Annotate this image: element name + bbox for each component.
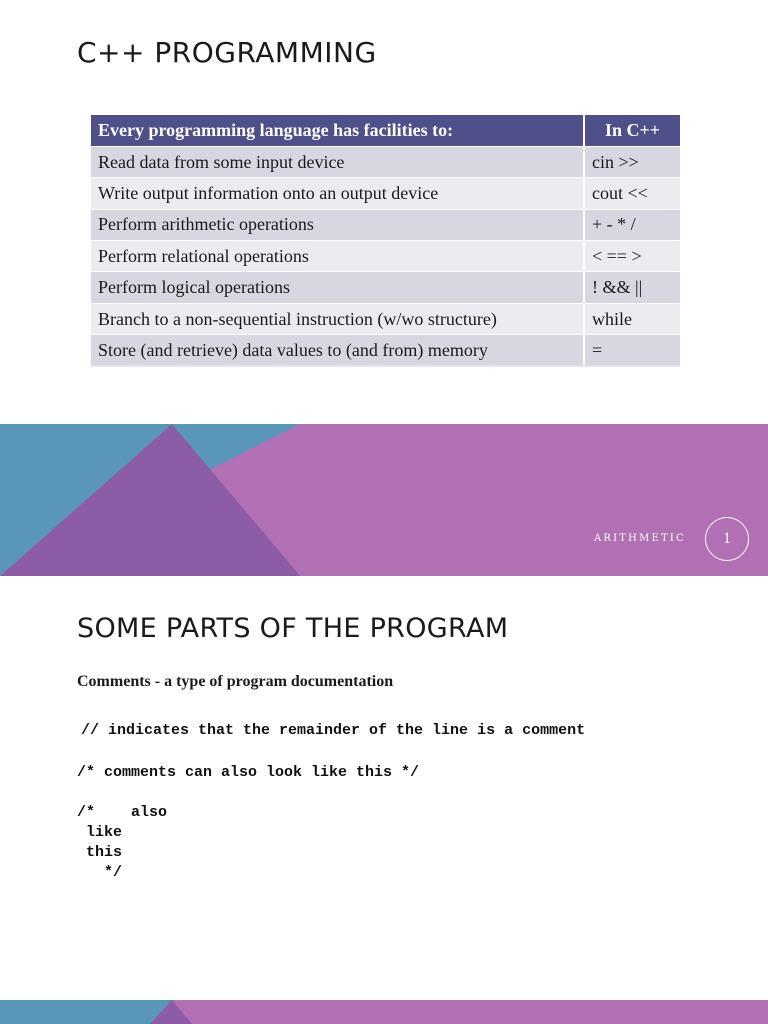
table-cell-cpp: cin >>: [584, 146, 680, 177]
table-row: [91, 272, 680, 303]
slide-title: C++ PROGRAMMING: [77, 36, 377, 69]
table-cell-facility: Read data from some input device: [91, 146, 584, 177]
table-row: [91, 303, 680, 334]
slide-subtitle: Comments - a type of program documentation: [77, 673, 394, 690]
code-comment-line: // indicates that the remainder of the line is a comment: [81, 722, 586, 739]
table-header-row: [91, 115, 680, 146]
table-cell-cpp: + - * /: [584, 209, 680, 240]
slide-title: SOME PARTS OF THE PROGRAM: [77, 613, 509, 644]
table-cell-cpp: < == >: [584, 241, 680, 272]
page-number-badge: [705, 517, 749, 561]
table-cell-facility: Store (and retrieve) data values to (and from) memory: [91, 335, 584, 366]
code-block-comment: /* comments can also look like this */: [77, 764, 420, 781]
table-row: [91, 335, 680, 366]
facilities-table: [91, 115, 680, 367]
footer-decor-band: [0, 424, 768, 576]
table-cell-cpp: while: [584, 303, 680, 334]
footer-section-label: ARITHMETIC: [594, 533, 686, 544]
decor-blue-shape-bottom: [0, 1000, 175, 1024]
footer-decor-band-bottom: [0, 1000, 768, 1024]
table-row: [91, 241, 680, 272]
table-row: [91, 146, 680, 177]
table-cell-facility: Perform relational operations: [91, 241, 584, 272]
table-cell-cpp: ! && ||: [584, 272, 680, 303]
table-row: [91, 178, 680, 209]
table-header-cpp: In C++: [584, 115, 680, 146]
decor-triangles-bottom: [0, 1000, 768, 1024]
table-cell-facility: Perform logical operations: [91, 272, 584, 303]
decor-triangles: [0, 424, 768, 576]
table-cell-cpp: cout <<: [584, 178, 680, 209]
table-cell-facility: Branch to a non-sequential instruction (w/wo structure): [91, 303, 584, 334]
page-number: 1: [723, 530, 731, 547]
table-row: [91, 209, 680, 240]
table-header-facility: Every programming language has facilities to:: [91, 115, 584, 146]
table-cell-cpp: =: [584, 335, 680, 366]
table-cell-facility: Perform arithmetic operations: [91, 209, 584, 240]
table-cell-facility: Write output information onto an output device: [91, 178, 584, 209]
code-multiline-comment: /* also like this */: [77, 804, 168, 881]
